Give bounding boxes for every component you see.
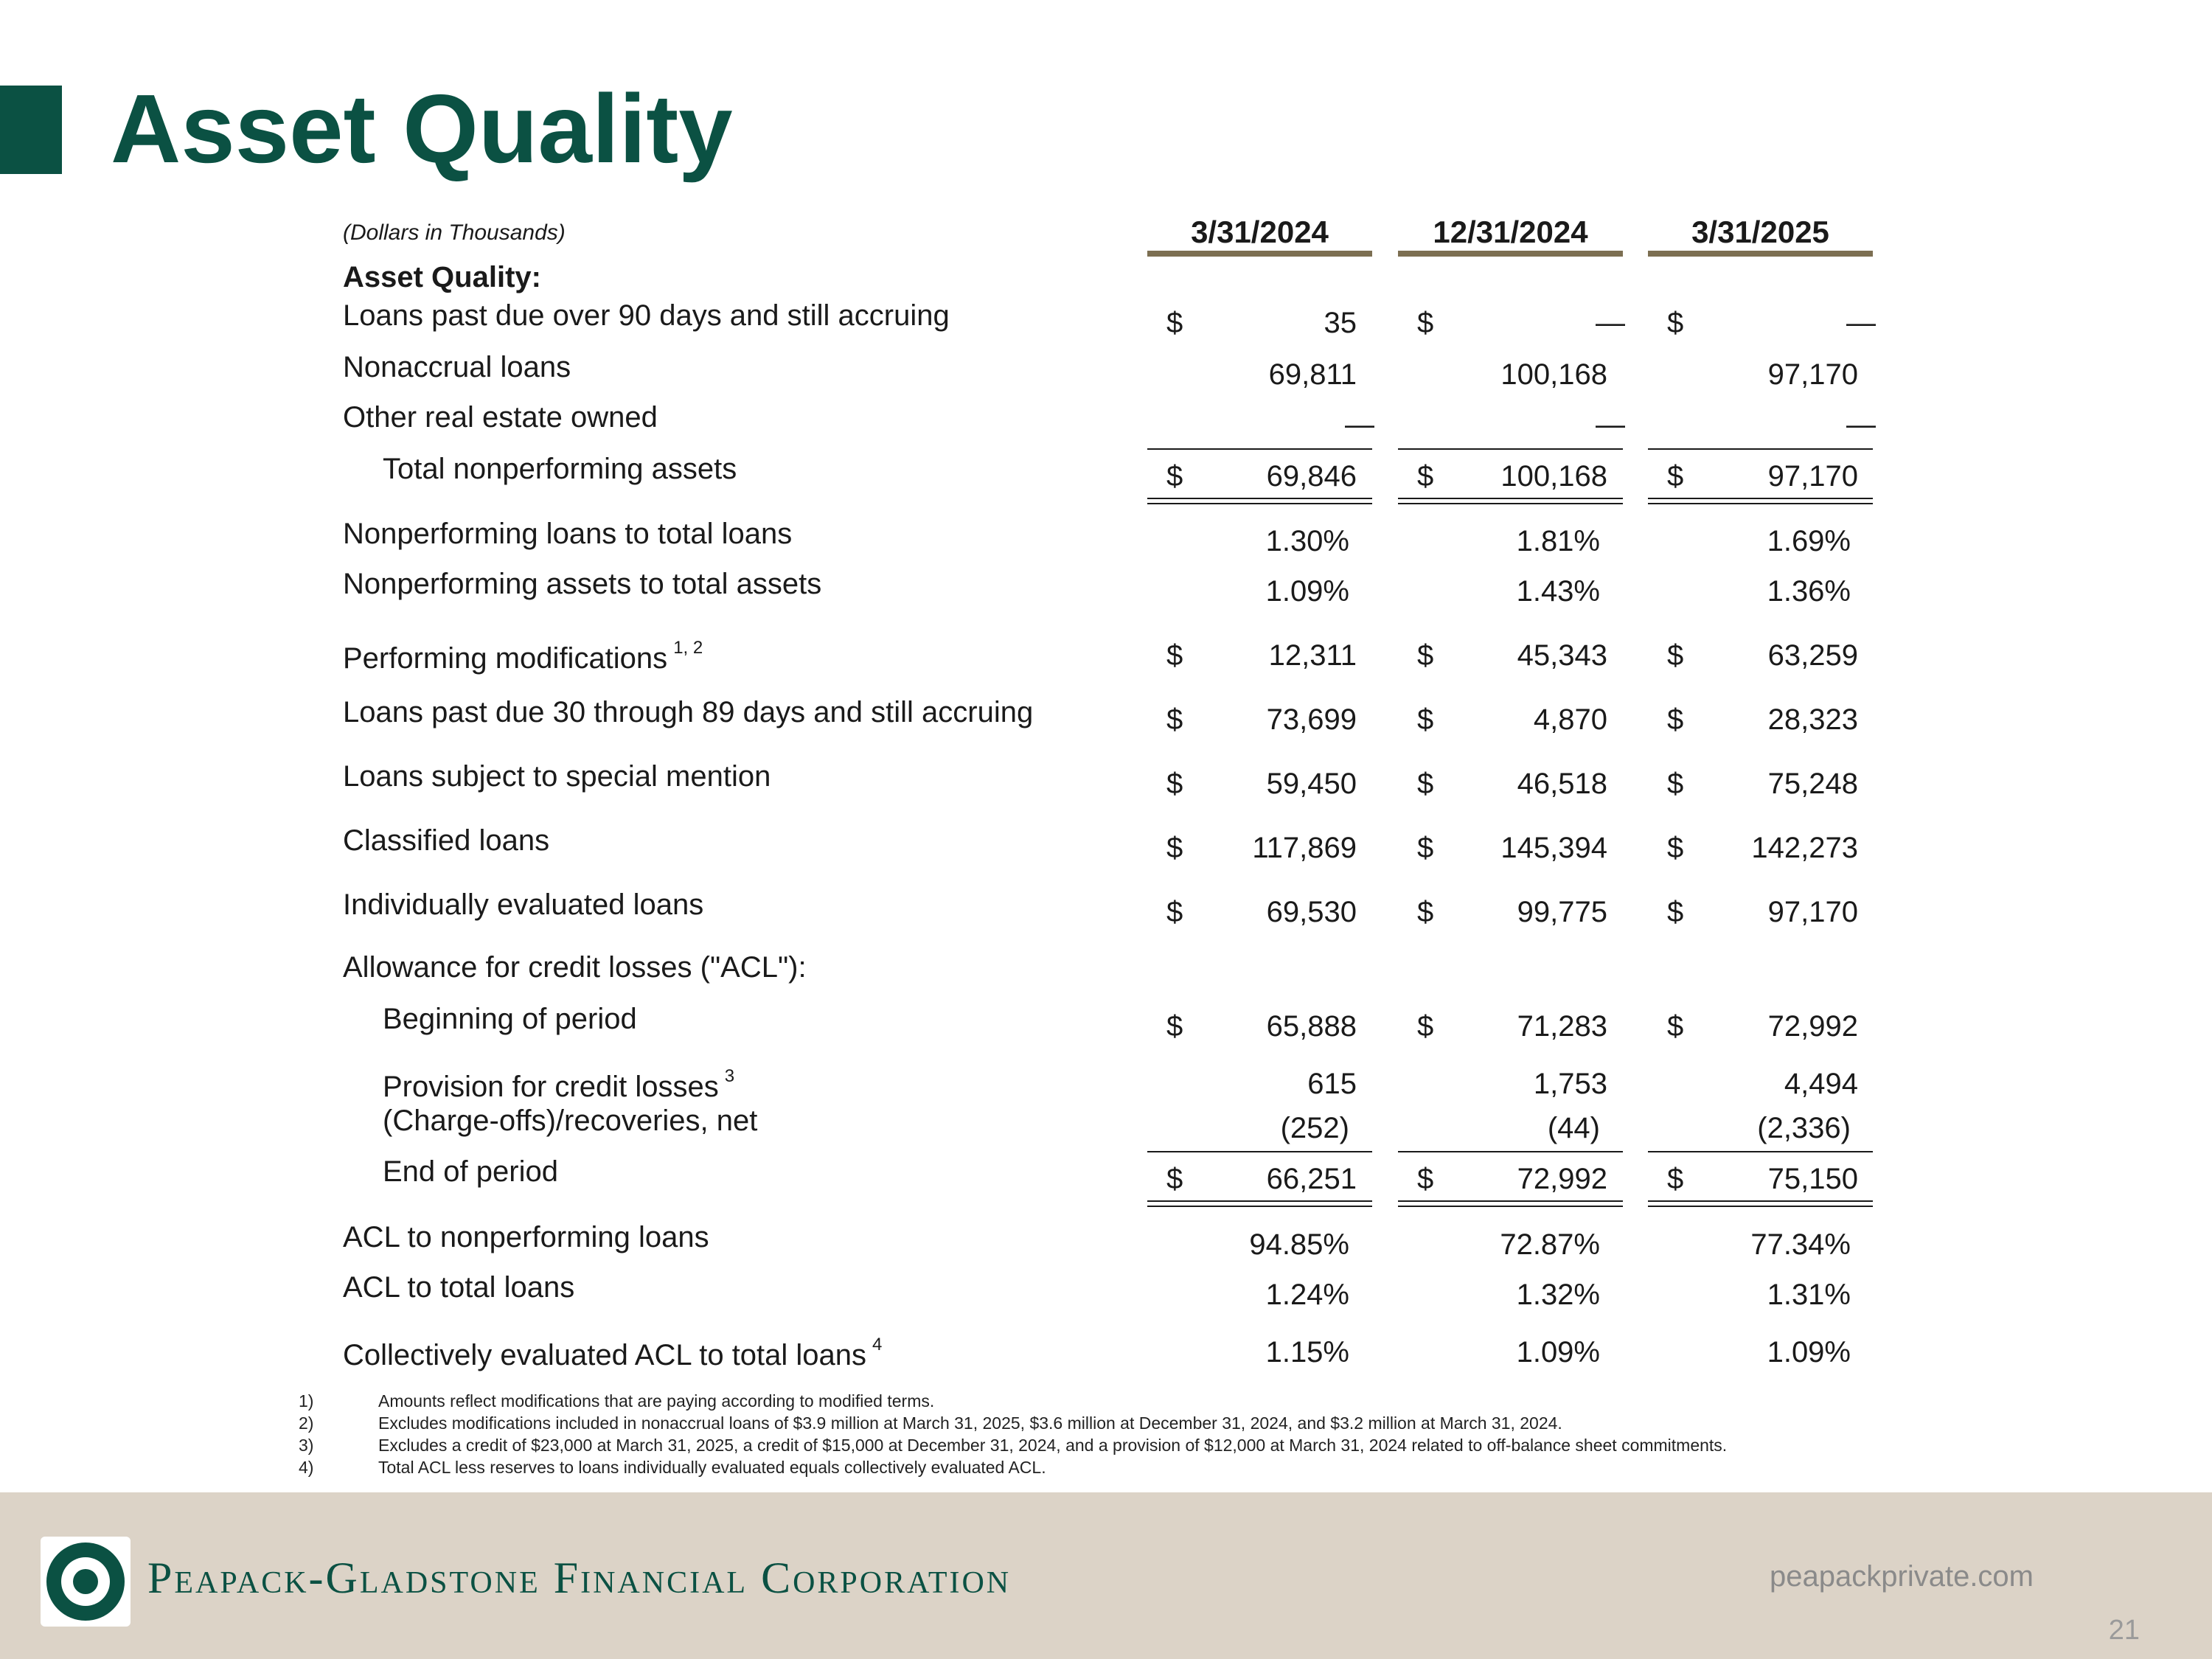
page-number: 21 [2108,1615,2140,1646]
cell-npl_ratio-c1: 1.30% [1265,525,1349,557]
footnote-number: 1) [299,1391,314,1411]
currency-symbol: $ [1166,460,1183,493]
double-underline [1648,503,1873,504]
cell-collective_acl-c1: 1.15% [1265,1336,1349,1368]
footer [0,1492,2212,1659]
cell-npl_ratio-c2: 1.81% [1516,525,1600,557]
cell-npa_ratio-c3: 1.36% [1767,575,1851,608]
currency-symbol: $ [1417,1010,1434,1043]
cell-classified-c3: 142,273 [1751,832,1858,864]
currency-symbol: $ [1667,768,1684,800]
cell-total_npa-c2: 100,168 [1500,460,1607,493]
cell-provision-c2: 1,753 [1533,1068,1607,1100]
double-underline [1648,1200,1873,1202]
currency-symbol: $ [1166,639,1183,672]
currency-symbol: $ [1166,896,1183,928]
footnote-ref: 4 [872,1335,883,1354]
cell-provision-c1: 615 [1307,1068,1357,1100]
subtotal-rule [1398,1151,1623,1152]
footnote-text: Excludes modifications included in nonaccrual loans of $3.9 million at March 31, 2025, $3.6 million at December 31, 2024, and $3.2 million at March 31, 2024. [378,1413,1562,1433]
row-label-beginning [383,1001,637,1037]
row-label-text: End of period [383,1155,558,1188]
double-underline [1147,503,1372,504]
row-label-text: Classified loans [343,824,550,857]
cell-performing_mods-c2: 45,343 [1517,639,1607,672]
row-label-npl_ratio [343,516,792,552]
column-header-rule [1147,251,1372,257]
row-label-text: Nonperforming loans to total loans [343,518,793,550]
row-label-npa_ratio [343,566,821,602]
currency-symbol: $ [1667,832,1684,864]
double-underline [1648,1206,1873,1207]
currency-symbol: $ [1417,639,1434,672]
currency-symbol: $ [1417,703,1434,736]
currency-symbol: $ [1417,832,1434,864]
currency-symbol: $ [1417,460,1434,493]
row-label-end [383,1154,558,1189]
row-label-text: Performing modifications [343,642,668,675]
currency-symbol: $ [1667,307,1684,339]
row-label-individually_evaluated [343,887,703,922]
cell-past_due_90-c1: 35 [1324,307,1357,339]
cell-individually_evaluated-c2: 99,775 [1517,896,1607,928]
footnote-number: 3) [299,1436,314,1455]
column-header-rule [1648,251,1873,257]
page-title: Asset Quality [111,74,733,183]
double-underline [1147,1200,1372,1202]
subtotal-rule [1147,1151,1372,1152]
cell-beginning-c1: 65,888 [1266,1010,1357,1043]
double-underline [1147,1206,1372,1207]
cell-nonaccrual-c2: 100,168 [1500,358,1607,391]
currency-symbol: $ [1417,768,1434,800]
footnote-number: 4) [299,1458,314,1477]
company-logo [41,1537,131,1627]
column-header-12-31-2024: 12/31/2024 [1433,215,1588,249]
cell-collective_acl-c2: 1.09% [1516,1336,1600,1368]
cell-past_due_30_89-c2: 4,870 [1533,703,1607,736]
row-label-text: Nonperforming assets to total assets [343,568,822,600]
footnote-text: Amounts reflect modifications that are paying according to modified terms. [378,1391,935,1411]
row-label-text: Loans past due over 90 days and still accruing [343,299,950,332]
currency-symbol: $ [1667,1010,1684,1043]
website-link[interactable]: peapackprivate.com [1770,1560,2034,1593]
double-underline [1398,503,1623,504]
row-label-acl_total [343,1270,574,1305]
cell-classified-c2: 145,394 [1500,832,1607,864]
currency-symbol: $ [1417,896,1434,928]
row-label-acl_heading [343,950,807,985]
double-underline [1398,1206,1623,1207]
cell-oreo-c3: — [1846,408,1876,441]
currency-symbol: $ [1166,307,1183,339]
section-heading: Asset Quality: [343,261,541,293]
cell-special_mention-c2: 46,518 [1517,768,1607,800]
currency-symbol: $ [1667,1163,1684,1195]
cell-special_mention-c3: 75,248 [1767,768,1858,800]
units-note: (Dollars in Thousands) [343,220,566,245]
cell-past_due_30_89-c1: 73,699 [1266,703,1357,736]
cell-past_due_90-c3: — [1846,307,1876,339]
cell-classified-c1: 117,869 [1252,832,1357,864]
cell-npl_ratio-c3: 1.69% [1767,525,1851,557]
double-underline [1398,1200,1623,1202]
cell-chargeoffs-c3: (2,336) [1757,1112,1851,1144]
double-underline [1398,498,1623,499]
row-label-text: Provision for credit losses [383,1071,719,1103]
row-label-collective_acl [343,1327,882,1373]
currency-symbol: $ [1667,460,1684,493]
row-label-text: (Charge-offs)/recoveries, net [383,1105,758,1137]
row-label-text: Other real estate owned [343,401,658,434]
subtotal-rule [1147,448,1372,450]
footnote-ref: 3 [724,1066,735,1086]
currency-symbol: $ [1166,703,1183,736]
cell-end-c2: 72,992 [1517,1163,1607,1195]
column-header-rule [1398,251,1623,257]
company-name: Peapack-Gladstone Financial Corporation [147,1554,1012,1602]
cell-acl_npl-c1: 94.85% [1249,1228,1349,1261]
currency-symbol: $ [1667,703,1684,736]
row-label-past_due_30_89 [343,695,1033,730]
cell-oreo-c1: — [1345,408,1374,441]
cell-individually_evaluated-c1: 69,530 [1266,896,1357,928]
row-label-text: Beginning of period [383,1003,637,1035]
cell-chargeoffs-c1: (252) [1280,1112,1349,1144]
currency-symbol: $ [1166,832,1183,864]
cell-acl_total-c2: 1.32% [1516,1279,1600,1311]
double-underline [1648,498,1873,499]
cell-chargeoffs-c2: (44) [1547,1112,1600,1144]
cell-total_npa-c1: 69,846 [1266,460,1357,493]
cell-performing_mods-c3: 63,259 [1767,639,1858,672]
cell-nonaccrual-c3: 97,170 [1767,358,1858,391]
cell-acl_total-c1: 1.24% [1265,1279,1349,1311]
row-label-text: Individually evaluated loans [343,888,704,921]
row-label-classified [343,823,549,858]
cell-past_due_90-c2: — [1596,307,1625,339]
column-header-3-31-2024: 3/31/2024 [1191,215,1329,249]
row-label-chargeoffs [383,1103,757,1138]
cell-oreo-c2: — [1596,408,1625,441]
currency-symbol: $ [1417,307,1434,339]
currency-symbol: $ [1166,1010,1183,1043]
footnote-ref: 1, 2 [673,638,703,658]
row-label-text: Collectively evaluated ACL to total loans [343,1339,867,1371]
cell-acl_total-c3: 1.31% [1767,1279,1851,1311]
row-label-provision [383,1059,734,1105]
currency-symbol: $ [1667,639,1684,672]
currency-symbol: $ [1166,768,1183,800]
row-label-text: Loans subject to special mention [343,760,771,793]
subtotal-rule [1648,448,1873,450]
column-header-3-31-2025: 3/31/2025 [1691,215,1829,249]
row-label-total_npa [383,451,737,487]
row-label-text: ACL to total loans [343,1271,575,1304]
cell-nonaccrual-c1: 69,811 [1268,358,1357,391]
footnote-text: Total ACL less reserves to loans individually evaluated equals collectively evaluated ACL. [378,1458,1046,1477]
cell-beginning-c3: 72,992 [1767,1010,1858,1043]
cell-acl_npl-c3: 77.34% [1750,1228,1851,1261]
footnote-number: 2) [299,1413,314,1433]
cell-end-c3: 75,150 [1767,1163,1858,1195]
cell-past_due_30_89-c3: 28,323 [1767,703,1858,736]
row-label-performing_mods [343,630,703,676]
footnote-text: Excludes a credit of $23,000 at March 31, 2025, a credit of $15,000 at December 31, 2024, and a provision of $12,000 at March 31, 2024 related to off-balance sheet commitments. [378,1436,1728,1455]
cell-acl_npl-c2: 72.87% [1500,1228,1600,1261]
row-label-oreo [343,400,658,435]
double-underline [1147,498,1372,499]
row-label-nonaccrual [343,349,571,385]
cell-npa_ratio-c1: 1.09% [1265,575,1349,608]
cell-end-c1: 66,251 [1266,1163,1357,1195]
row-label-text: Loans past due 30 through 89 days and still accruing [343,696,1034,728]
subtotal-rule [1398,448,1623,450]
cell-individually_evaluated-c3: 97,170 [1767,896,1858,928]
row-label-text: Allowance for credit losses ("ACL"): [343,951,807,984]
currency-symbol: $ [1166,1163,1183,1195]
cell-beginning-c2: 71,283 [1517,1010,1607,1043]
cell-provision-c3: 4,494 [1784,1068,1858,1100]
row-label-past_due_90 [343,298,950,333]
cell-performing_mods-c1: 12,311 [1268,639,1357,672]
subtotal-rule [1648,1151,1873,1152]
cell-special_mention-c1: 59,450 [1266,768,1357,800]
cell-npa_ratio-c2: 1.43% [1516,575,1600,608]
row-label-special_mention [343,759,771,794]
cell-total_npa-c3: 97,170 [1767,460,1858,493]
row-label-text: Total nonperforming assets [383,453,737,485]
row-label-text: Nonaccrual loans [343,351,571,383]
currency-symbol: $ [1667,896,1684,928]
currency-symbol: $ [1417,1163,1434,1195]
cell-collective_acl-c3: 1.09% [1767,1336,1851,1368]
row-label-acl_npl [343,1220,709,1255]
row-label-text: ACL to nonperforming loans [343,1221,709,1253]
